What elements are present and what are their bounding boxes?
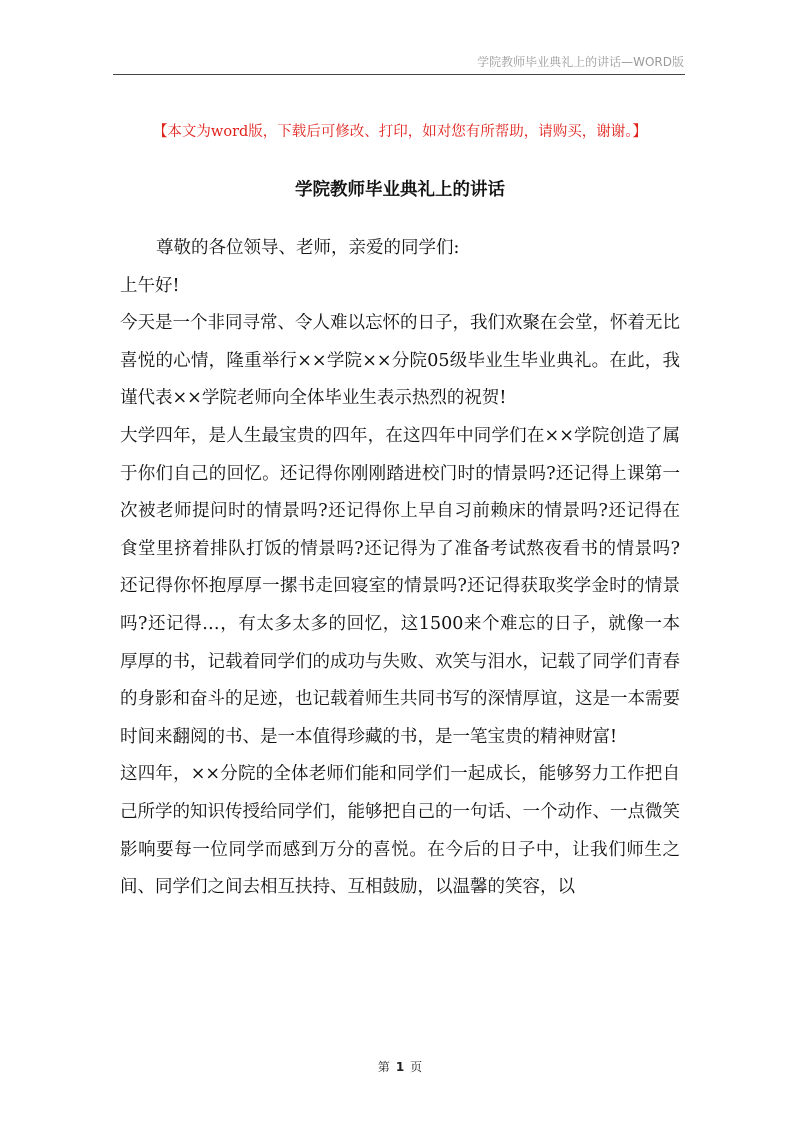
- document-title: 学院教师毕业典礼上的讲话: [295, 180, 505, 200]
- page-prefix: 第: [377, 1060, 390, 1074]
- running-header: 学院教师毕业典礼上的讲话—WORD版: [477, 55, 684, 69]
- salutation: 尊敬的各位领导、老师，亲爱的同学们:: [156, 238, 460, 258]
- page-suffix: 页: [410, 1060, 423, 1074]
- page-number: 1: [395, 1060, 405, 1074]
- header-divider: [113, 74, 685, 75]
- greeting: 上午好!: [120, 275, 180, 296]
- download-notice: 【本文为word版，下载后可修改、打印，如对您有所帮助，请购买，谢谢。】: [152, 124, 648, 140]
- body-paragraph: 大学四年，是人生最宝贵的四年，在这四年中同学们在××学院创造了属于你们自己的回忆。还记得你刚刚踏进校门时的情景吗?还记得上课第一次被老师提问时的情景吗?还记得你上早自习前赖床的情景吗?还记得在食堂里挤着排队打饭的情景吗?还记得为了准备考试熬夜看书的情景吗?还记得你怀抱厚厚一摞书走回寝室的情景吗?还记得获取奖学金时的情景吗?还记得…，有太多太多的回忆，这1500来个难忘的日子，就像一本厚厚的书，记载着同学们的成功与失败、欢笑与泪水，记载了同学们青春的身影和奋斗的足迹，也记载着师生共同书写的深情厚谊，这是一本需要时间来翻阅的书、是一本值得珍藏的书，是一笔宝贵的精神财富!: [120, 425, 680, 747]
- body-paragraph: 今天是一个非同寻常、令人难以忘怀的日子，我们欢聚在会堂，怀着无比喜悦的心情，隆重举行××学院××分院05级毕业生毕业典礼。在此，我谨代表××学院老师向全体毕业生表示热烈的祝贺!: [120, 313, 680, 409]
- body-paragraph: 这四年，××分院的全体老师们能和同学们一起成长，能够努力工作把自己所学的知识传授给同学们，能够把自己的一句话、一个动作、一点微笑影响要每一位同学而感到万分的喜悦。在今后的日子中，让我们师生之间、同学们之间去相互扶持、互相鼓励，以温馨的笑容，以: [120, 764, 680, 898]
- document-body: [120, 230, 680, 907]
- page-footer: [0, 1058, 800, 1075]
